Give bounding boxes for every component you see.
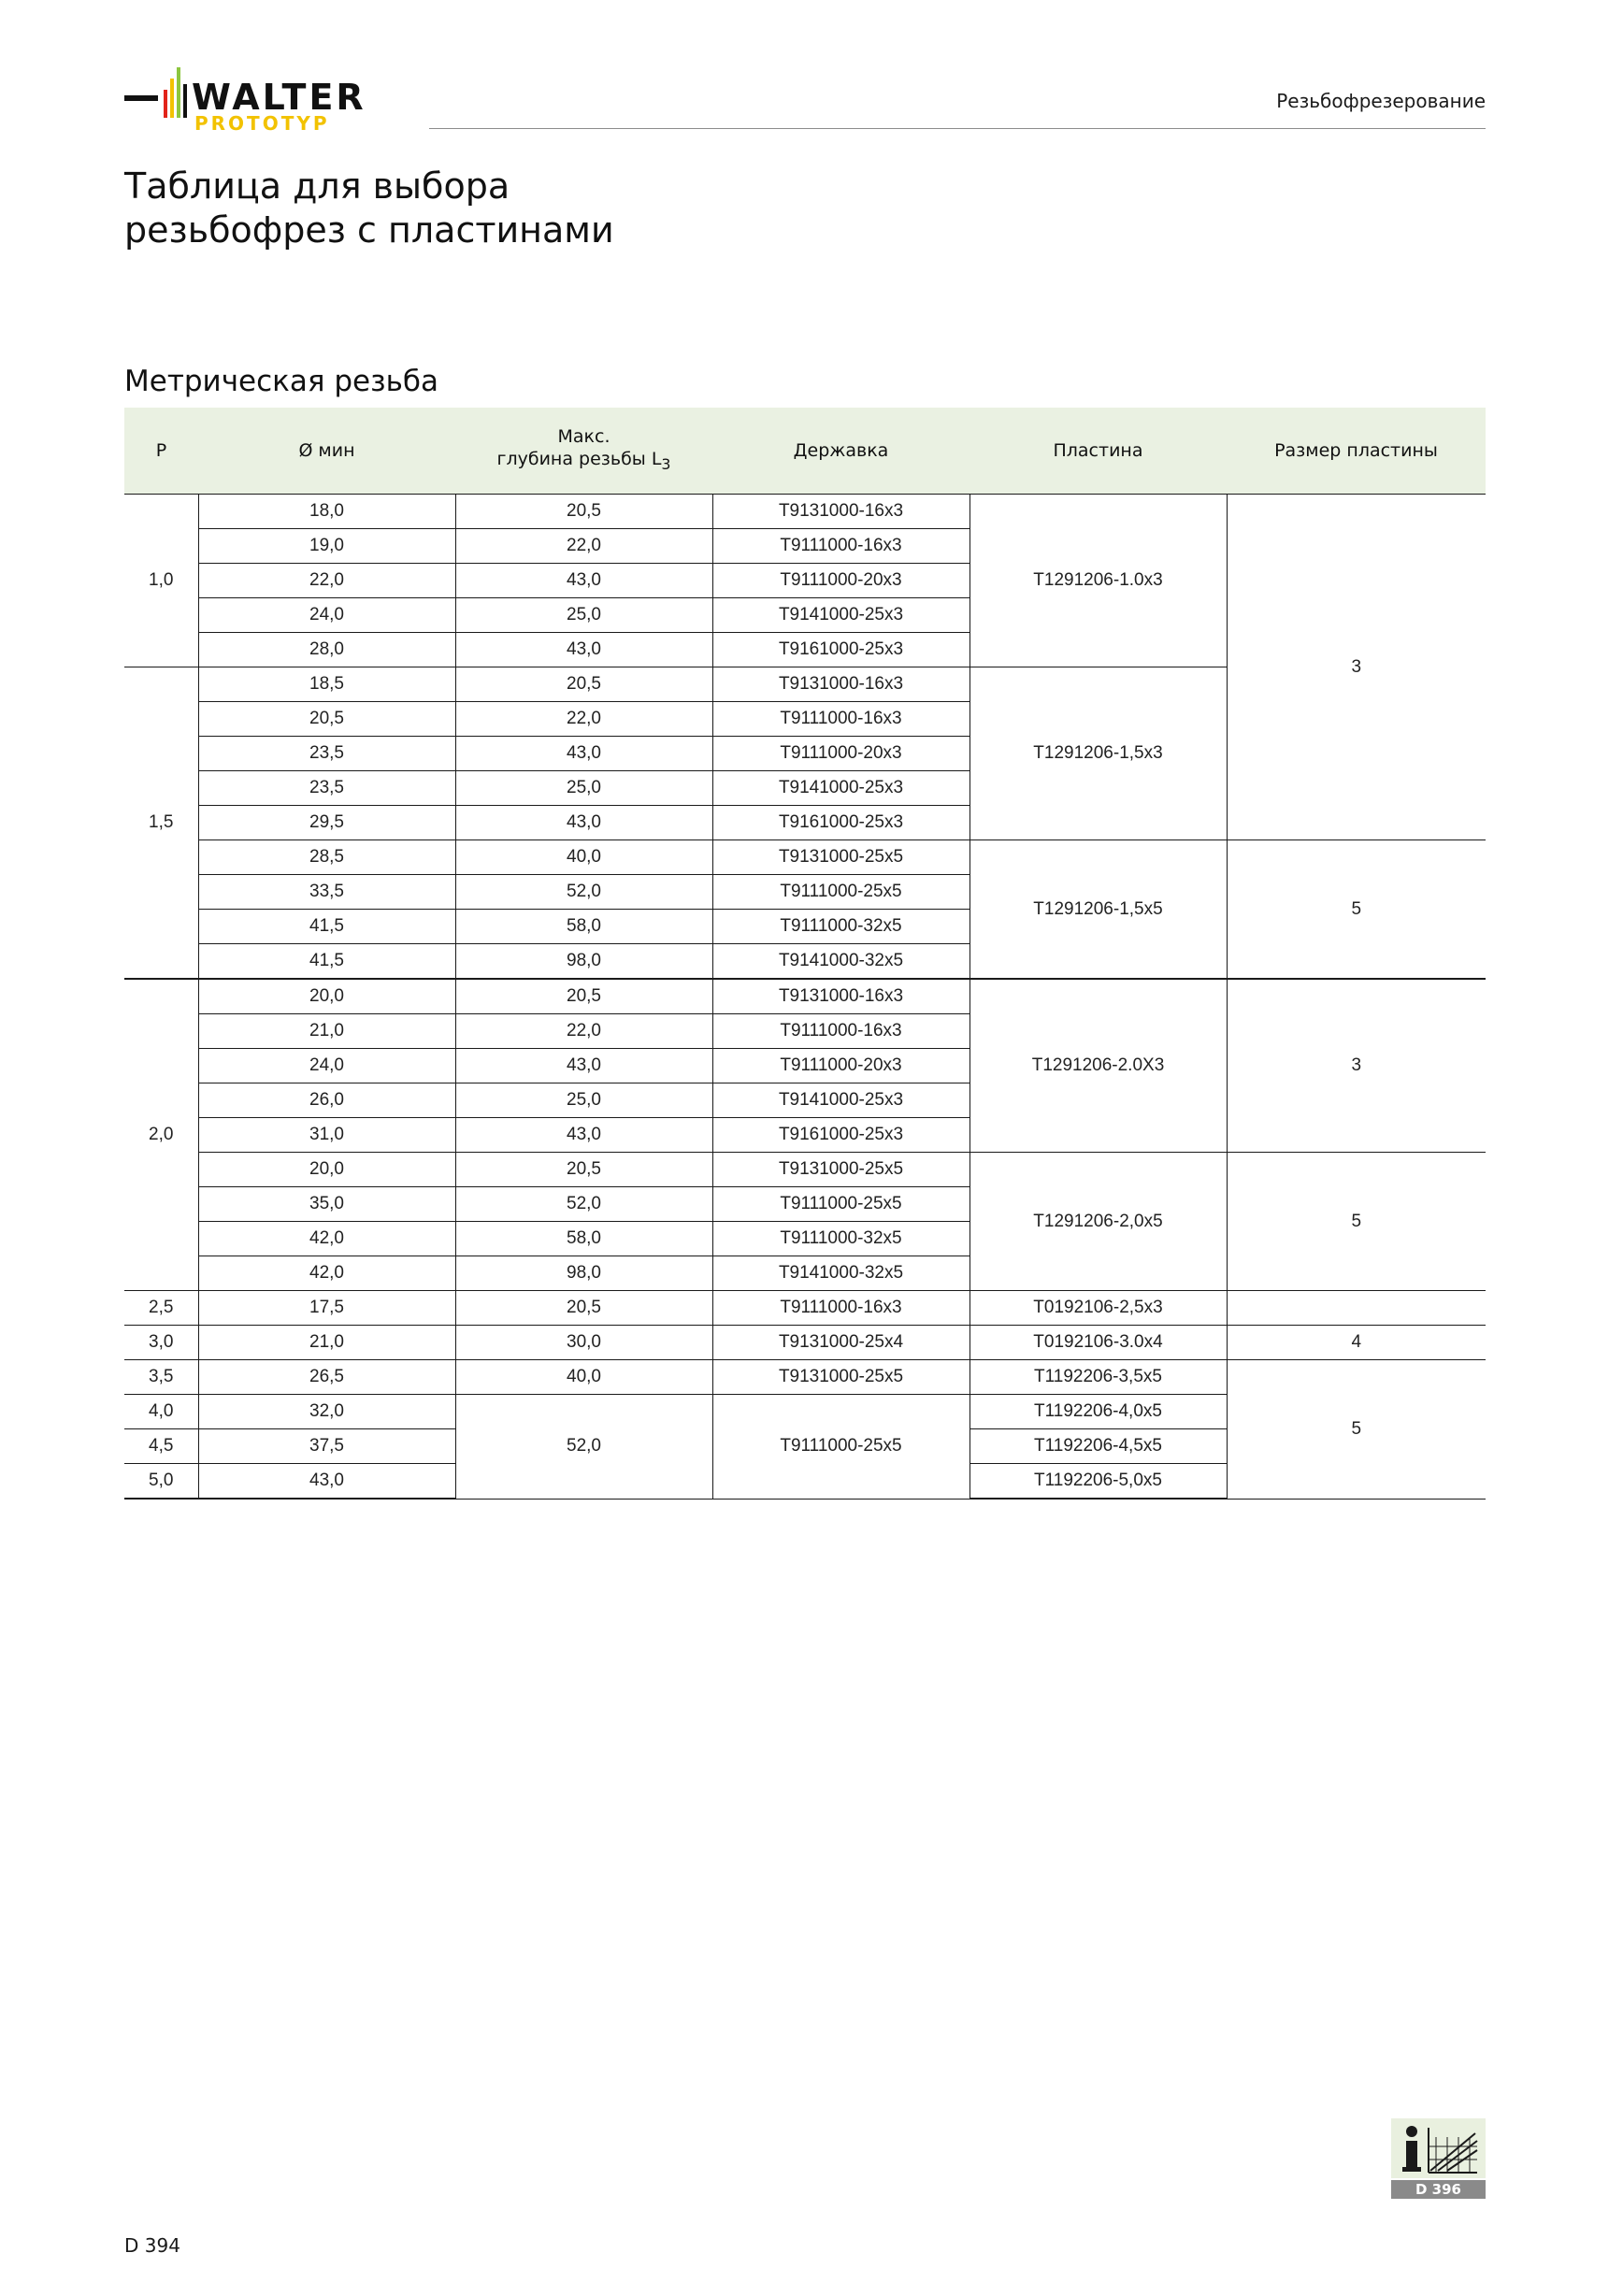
cell-min-diameter: 21,0 xyxy=(198,1014,455,1049)
page-title-line2: резьбофрез с пластинами xyxy=(124,209,614,251)
cell-holder: T9161000-25x3 xyxy=(712,806,969,840)
cell-min-diameter: 33,5 xyxy=(198,875,455,910)
cell-holder: T9111000-25x5 xyxy=(712,1187,969,1222)
cell-holder: T9131000-25x5 xyxy=(712,1360,969,1395)
cell-min-diameter: 42,0 xyxy=(198,1222,455,1256)
table-row xyxy=(124,840,1486,875)
cell-holder: T9141000-25x3 xyxy=(712,1083,969,1118)
table-subtitle: Метрическая резьба xyxy=(124,365,438,398)
walter-prototyp-logo xyxy=(124,58,405,133)
section-label: Резьбофрезерование xyxy=(1276,90,1486,112)
thread-mill-selection-table xyxy=(124,408,1486,1500)
cell-max-depth: 58,0 xyxy=(455,910,712,944)
cell-holder: T9141000-25x3 xyxy=(712,598,969,633)
page-number: D 394 xyxy=(124,2234,180,2257)
header-p: P xyxy=(124,408,198,495)
cell-holder: T9111000-20x3 xyxy=(712,737,969,771)
cell-insert: T1291206-2,0x5 xyxy=(969,1153,1227,1291)
cell-holder: T9161000-25x3 xyxy=(712,633,969,667)
cell-insert: T1291206-1,5x5 xyxy=(969,840,1227,980)
header-max-depth-subscript: 3 xyxy=(661,454,671,473)
cell-holder: T9111000-16x3 xyxy=(712,1291,969,1326)
cell-holder: T9111000-16x3 xyxy=(712,529,969,564)
cell-max-depth: 43,0 xyxy=(455,633,712,667)
cell-pitch: 2,5 xyxy=(124,1291,198,1326)
cell-min-diameter: 28,5 xyxy=(198,840,455,875)
table-row xyxy=(124,1291,1486,1326)
header-max-depth-line2: глубина резьбы L xyxy=(496,449,662,470)
cell-max-depth: 52,0 xyxy=(455,1187,712,1222)
cell-holder: T9141000-32x5 xyxy=(712,944,969,980)
header-max-depth xyxy=(455,408,712,495)
cell-holder: T9111000-16x3 xyxy=(712,702,969,737)
cell-max-depth: 20,5 xyxy=(455,667,712,702)
cell-insert-size: 5 xyxy=(1227,840,1486,980)
cell-min-diameter: 41,5 xyxy=(198,910,455,944)
cell-min-diameter: 26,0 xyxy=(198,1083,455,1118)
cell-max-depth: 22,0 xyxy=(455,1014,712,1049)
cell-holder: T9131000-16x3 xyxy=(712,667,969,702)
cell-insert: T1291206-1.0x3 xyxy=(969,495,1227,667)
cell-holder: T9131000-16x3 xyxy=(712,979,969,1014)
cell-min-diameter: 31,0 xyxy=(198,1118,455,1153)
cell-insert: T1192206-4,5x5 xyxy=(969,1429,1227,1464)
cell-holder: T9131000-25x4 xyxy=(712,1326,969,1360)
info-reference-link[interactable] xyxy=(1391,2118,1486,2199)
cell-insert: T1192206-5,0x5 xyxy=(969,1464,1227,1500)
cell-min-diameter: 28,0 xyxy=(198,633,455,667)
cell-min-diameter: 29,5 xyxy=(198,806,455,840)
cell-holder: T9131000-16x3 xyxy=(712,495,969,529)
cell-min-diameter: 41,5 xyxy=(198,944,455,980)
logo-subtext: PROTOTYP xyxy=(194,112,330,133)
cell-max-depth: 43,0 xyxy=(455,564,712,598)
header-divider xyxy=(429,128,1486,129)
cell-insert-size: 5 xyxy=(1227,1360,1486,1500)
cell-max-depth: 30,0 xyxy=(455,1326,712,1360)
cell-min-diameter: 35,0 xyxy=(198,1187,455,1222)
table-row xyxy=(124,1360,1486,1395)
cell-pitch: 4,5 xyxy=(124,1429,198,1464)
cell-pitch: 5,0 xyxy=(124,1464,198,1500)
cell-insert-size: 4 xyxy=(1227,1326,1486,1360)
cell-min-diameter: 23,5 xyxy=(198,771,455,806)
cell-pitch: 3,5 xyxy=(124,1360,198,1395)
cell-max-depth: 20,5 xyxy=(455,495,712,529)
cell-max-depth: 20,5 xyxy=(455,1291,712,1326)
cell-max-depth: 25,0 xyxy=(455,1083,712,1118)
cell-insert: T1192206-4,0x5 xyxy=(969,1395,1227,1429)
cell-holder: T9111000-20x3 xyxy=(712,1049,969,1083)
header-insert-size: Размер пластины xyxy=(1227,408,1486,495)
cell-pitch: 3,0 xyxy=(124,1326,198,1360)
cell-min-diameter: 18,5 xyxy=(198,667,455,702)
cell-holder: T9111000-25x5 xyxy=(712,1395,969,1500)
cell-insert: T1291206-1,5x3 xyxy=(969,667,1227,840)
cell-max-depth: 43,0 xyxy=(455,1049,712,1083)
cell-pitch: 4,0 xyxy=(124,1395,198,1429)
table-row xyxy=(124,979,1486,1014)
page-title-line1: Таблица для выбора xyxy=(124,165,510,207)
cell-max-depth: 58,0 xyxy=(455,1222,712,1256)
cell-max-depth: 20,5 xyxy=(455,1153,712,1187)
cell-pitch: 2,0 xyxy=(124,979,198,1291)
cell-max-depth: 98,0 xyxy=(455,944,712,980)
cell-insert: T1291206-2.0X3 xyxy=(969,979,1227,1153)
cell-insert-size: 5 xyxy=(1227,1153,1486,1291)
cell-insert: T0192106-3.0x4 xyxy=(969,1326,1227,1360)
cell-max-depth: 40,0 xyxy=(455,840,712,875)
cell-pitch: 1,5 xyxy=(124,667,198,980)
info-reference-label: D 396 xyxy=(1415,2181,1461,2198)
cell-insert: T0192106-2,5x3 xyxy=(969,1291,1227,1326)
cell-max-depth: 43,0 xyxy=(455,737,712,771)
cell-min-diameter: 20,0 xyxy=(198,1153,455,1187)
cell-insert-size: 3 xyxy=(1227,979,1486,1153)
cell-min-diameter: 23,5 xyxy=(198,737,455,771)
header-holder: Державка xyxy=(712,408,969,495)
table-row xyxy=(124,1326,1486,1360)
cell-holder: T9161000-25x3 xyxy=(712,1118,969,1153)
cell-holder: T9141000-25x3 xyxy=(712,771,969,806)
cell-holder: T9141000-32x5 xyxy=(712,1256,969,1291)
cell-max-depth: 52,0 xyxy=(455,1395,712,1500)
cell-max-depth: 98,0 xyxy=(455,1256,712,1291)
cell-pitch: 1,0 xyxy=(124,495,198,667)
cell-min-diameter: 19,0 xyxy=(198,529,455,564)
logo-wordmark: WALTER xyxy=(192,77,366,118)
cell-min-diameter: 24,0 xyxy=(198,1049,455,1083)
header-min-diameter: Ø мин xyxy=(198,408,455,495)
cell-min-diameter: 21,0 xyxy=(198,1326,455,1360)
cell-holder: T9111000-20x3 xyxy=(712,564,969,598)
cell-min-diameter: 17,5 xyxy=(198,1291,455,1326)
cell-insert: T1192206-3,5x5 xyxy=(969,1360,1227,1395)
table-header-row xyxy=(124,408,1486,495)
cell-max-depth: 25,0 xyxy=(455,598,712,633)
cell-min-diameter: 24,0 xyxy=(198,598,455,633)
cell-min-diameter: 20,0 xyxy=(198,979,455,1014)
header-insert: Пластина xyxy=(969,408,1227,495)
cell-holder: T9131000-25x5 xyxy=(712,1153,969,1187)
table-row xyxy=(124,495,1486,529)
cell-max-depth: 40,0 xyxy=(455,1360,712,1395)
cell-min-diameter: 43,0 xyxy=(198,1464,455,1500)
cell-holder: T9111000-16x3 xyxy=(712,1014,969,1049)
cell-min-diameter: 37,5 xyxy=(198,1429,455,1464)
cell-min-diameter: 20,5 xyxy=(198,702,455,737)
cell-min-diameter: 18,0 xyxy=(198,495,455,529)
cell-max-depth: 20,5 xyxy=(455,979,712,1014)
table-row xyxy=(124,1153,1486,1187)
header-max-depth-line1: Макс. xyxy=(557,426,610,448)
cell-insert-size: 3 xyxy=(1227,495,1486,840)
cell-holder: T9111000-25x5 xyxy=(712,875,969,910)
cell-min-diameter: 32,0 xyxy=(198,1395,455,1429)
cell-min-diameter: 42,0 xyxy=(198,1256,455,1291)
cell-insert-size xyxy=(1227,1291,1486,1326)
cell-holder: T9111000-32x5 xyxy=(712,1222,969,1256)
cell-holder: T9131000-25x5 xyxy=(712,840,969,875)
cell-max-depth: 22,0 xyxy=(455,529,712,564)
cell-holder: T9111000-32x5 xyxy=(712,910,969,944)
cell-max-depth: 43,0 xyxy=(455,806,712,840)
page-title xyxy=(124,165,614,252)
cell-min-diameter: 26,5 xyxy=(198,1360,455,1395)
cell-max-depth: 52,0 xyxy=(455,875,712,910)
cell-max-depth: 22,0 xyxy=(455,702,712,737)
cell-max-depth: 25,0 xyxy=(455,771,712,806)
cell-min-diameter: 22,0 xyxy=(198,564,455,598)
cell-max-depth: 43,0 xyxy=(455,1118,712,1153)
